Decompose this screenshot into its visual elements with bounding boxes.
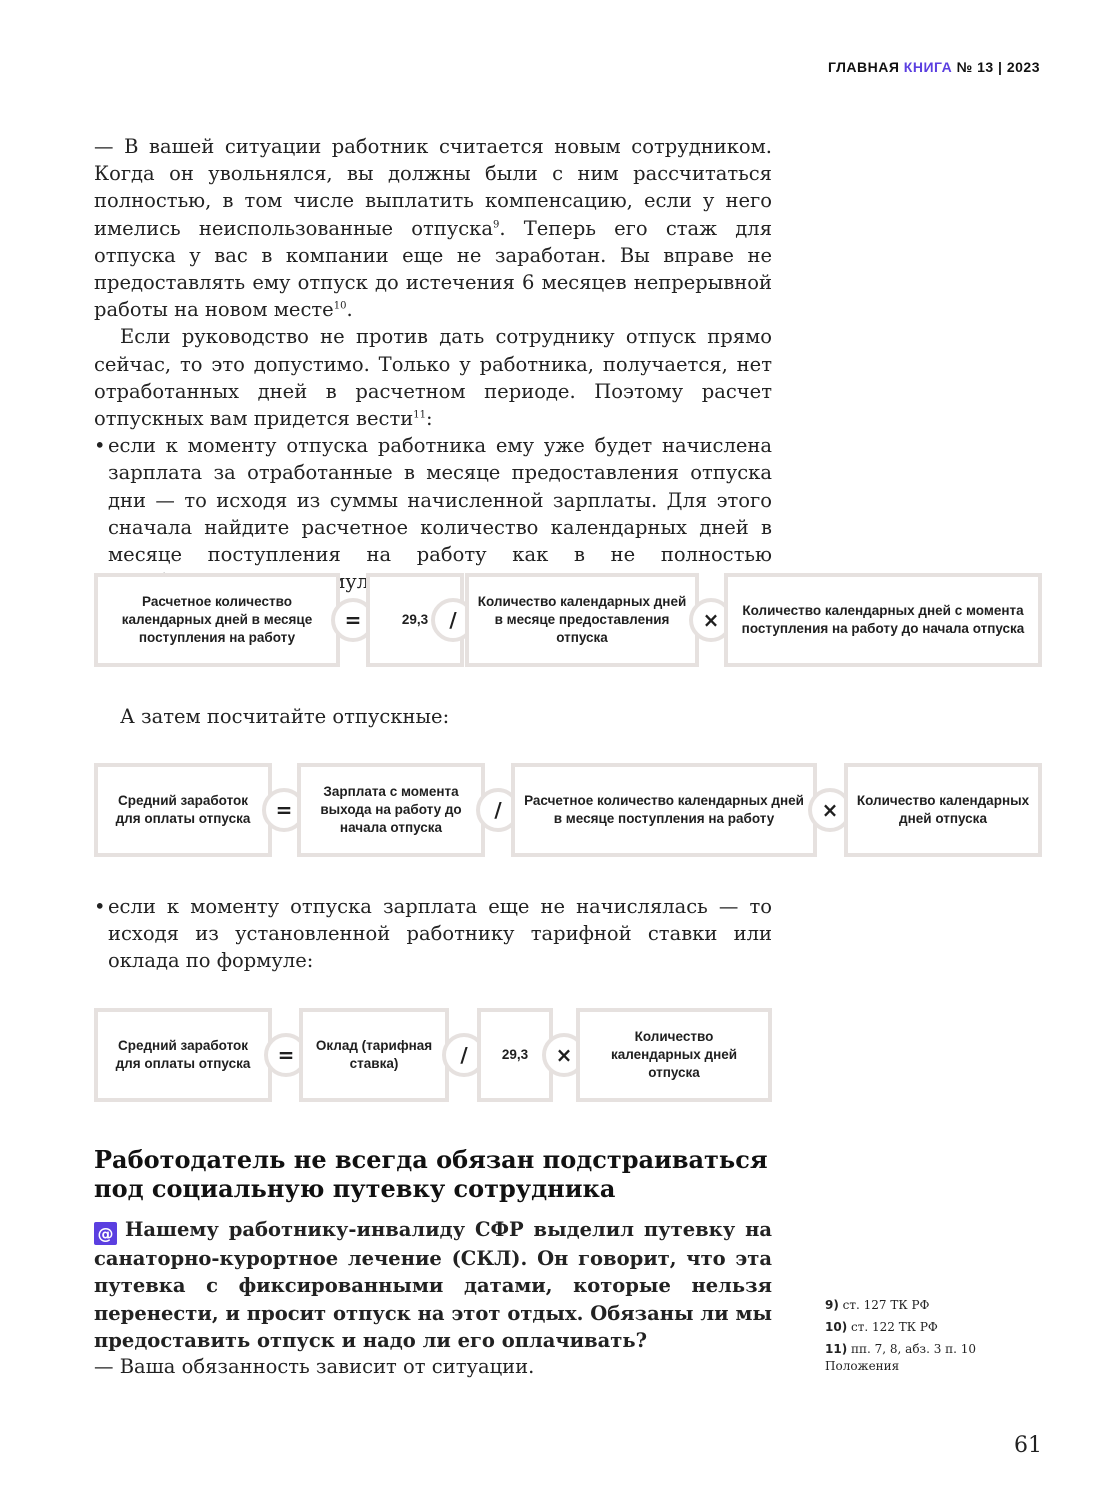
formula-3-box-constant: 29,3 [477,1008,553,1102]
question-text: Нашему работнику-инвалиду СФР выделил путевку на санаторно-курортное лечение (СКЛ). Он говорит, что эта путевка с фиксированными датами, которые нельзя перенести, и просит отпуск на этот отдых. Обязаны ли мы предоставить отпуск и надо ли его оплачивать? [94,1218,772,1353]
footnote-9: 9) ст. 127 ТК РФ [825,1298,930,1312]
header-title-accent: КНИГА [903,59,953,75]
paragraph-calculation: Если руководство не против дать сотруднику отпуск прямо сейчас, то это допустимо. Только у работника, получается, нет отработанных дней в расчетном периоде. Поэтому расчет отпускных вам придется вести$^{11}$: [94,325,772,431]
formula-2-box-result: Средний заработок для оплаты отпуска [94,763,272,857]
formula-1 [94,573,1042,667]
page-number: 61 [1014,1433,1042,1458]
header-issue: № 13 | 2023 [956,59,1040,75]
multiply-operator: × [808,788,852,832]
body-text-2 [94,703,772,730]
footnote-ref-10[interactable]: 10 [333,300,347,312]
footnote-10: 10) ст. 122 ТК РФ [825,1320,938,1334]
footnote-11: 11) пп. 7, 8, абз. 3 п. 10 Положения [825,1342,977,1373]
formula-1-box-multiplier: Количество календарных дней с момента поступления на работу до начала отпуска [724,573,1042,667]
equals-operator: = [262,788,306,832]
footnote-ref-9[interactable]: 9 [492,219,500,231]
formula-2-box-salary: Зарплата с момента выхода на работу до начала отпуска [297,763,485,857]
divide-operator: / [431,598,475,642]
formula-3-box-result: Средний заработок для оплаты отпуска [94,1008,272,1102]
divide-operator: / [476,788,520,832]
section-title: Работодатель не всегда обязан подстраиваться под социальную путевку сотрудника [94,1145,768,1203]
answer-text: — Ваша обязанность зависит от ситуации. [94,1355,535,1378]
formula-3-box-salary: Оклад (тарифная ставка) [299,1008,449,1102]
question-block [94,1216,772,1355]
equals-operator: = [331,598,375,642]
formula-2 [94,763,1042,857]
formula-3 [94,1008,772,1102]
paragraph-then: А затем посчитайте отпускные: [120,705,450,728]
footnotes [825,1297,1025,1380]
body-text-3 [94,893,772,975]
magazine-header [828,59,1040,75]
formula-1-box-result: Расчетное количество календарных дней в месяце поступления на работу [94,573,340,667]
divide-operator: / [442,1033,486,1077]
formula-3-box-vacation-days: Количество календарных дней отпуска [576,1008,772,1102]
body-text-1 [94,133,772,595]
formula-1-box-divisor: Количество календарных дней в месяце предоставления отпуска [465,573,699,667]
equals-operator: = [264,1033,308,1077]
formula-2-box-vacation-days: Количество календарных дней отпуска [844,763,1042,857]
header-title: ГЛАВНАЯ [827,59,900,75]
at-icon: @ [94,1222,117,1245]
paragraph-answer: — В вашей ситуации работник считается новым сотрудником. Когда он увольнялся, вы должны были с ним рассчитаться полностью, в том числе выплатить компенсацию, если у него имелись неиспользованные отпуска$^9$. Теперь его стаж для отпуска у вас в компании еще не заработан. Вы вправе не предоставлять ему отпуск до истечения 6 месяцев непрерывной работы на новом месте$^{10}$. [94,135,772,322]
bullet-item-2: • если к моменту отпуска зарплата еще не начислялась — то исходя из установленной работнику тарифной ставки или оклада по формуле: [94,893,772,975]
formula-1-box-constant: 29,3 [366,573,464,667]
footnote-ref-11[interactable]: 11 [413,409,426,421]
bullet-item-1: • если к моменту отпуска работника ему уже будет начислена зарплата за отработанные в месяце предоставления отпуска дни — то исходя из суммы начисленной зарплаты. Для этого сначала найдите расчетное количество календарных дней в месяце поступления на работу как в не полностью [94,432,772,595]
formula-2-box-days: Расчетное количество календарных дней в месяце поступления на работу [511,763,817,857]
multiply-operator: × [542,1033,586,1077]
multiply-operator: × [689,598,733,642]
